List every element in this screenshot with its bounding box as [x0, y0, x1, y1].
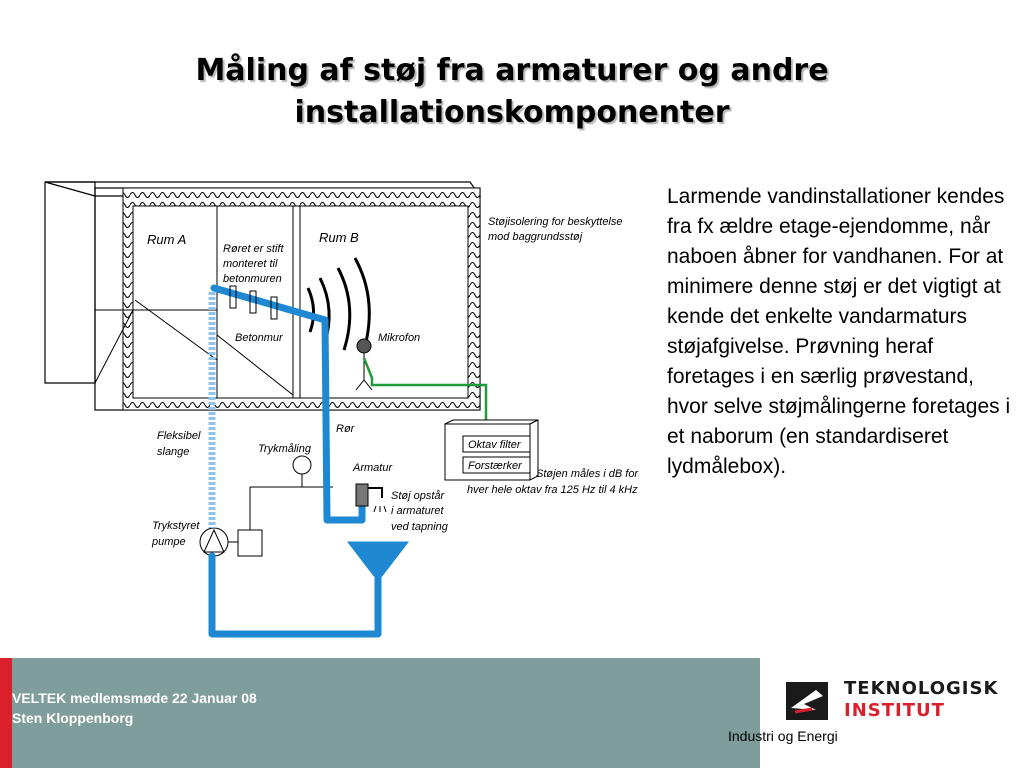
- footer-text: [12, 688, 257, 728]
- logo-line-2: INSTITUT: [844, 700, 945, 721]
- microphone-icon: [356, 339, 372, 390]
- room-b-insulation: [123, 188, 480, 410]
- division-name: Industri og Energi: [728, 728, 838, 744]
- logo-wordmark: [844, 678, 998, 722]
- label-pipe-note-1: Røret er stift: [223, 243, 284, 255]
- label-rum-a: Rum A: [147, 232, 187, 247]
- label-pipe-note-2: monteret til: [223, 258, 278, 270]
- footer-accent-strip: [0, 658, 12, 768]
- label-forstaerker: Forstærker: [468, 460, 522, 472]
- label-ror: Rør: [336, 423, 355, 435]
- label-stoj-3: ved tapning: [391, 521, 448, 533]
- label-armatur: Armatur: [353, 462, 393, 474]
- footer: [0, 658, 1024, 768]
- body-text: Larmende vandinstallationer kendes fra fx ældre etage-ejendomme, når naboen åbner for vandhanen. For at minimere denne støj er det vigtigt at kende det enkelte vandarmaturs støjafgivelse. Prøvning heraf foretages i en særlig prøvestand, hvor selve støjmålingerne foretages i et naborum (en standardiseret lydmålebox).: [667, 185, 1011, 478]
- logo-panel: [760, 658, 1024, 768]
- label-fleksibel-2: slange: [157, 446, 190, 458]
- label-rum-b: Rum B: [319, 230, 359, 245]
- logo-line-1: TEKNOLOGISK: [844, 678, 999, 699]
- label-pipe-note-3: betonmuren: [223, 273, 282, 285]
- footer-line-1: VELTEK medlemsmøde 22 Januar 08: [12, 690, 257, 706]
- label-measure-2: hver hele oktav fra 125 Hz til 4 kHz: [467, 484, 638, 496]
- pump-icon: [200, 474, 333, 556]
- bird-logo-icon: [786, 682, 828, 720]
- pressure-gauge-icon: [293, 456, 311, 474]
- sound-waves: [308, 258, 369, 350]
- label-stoj-2: i armaturet: [391, 505, 444, 517]
- label-measure-1: Støjen måles i dB for: [536, 468, 639, 480]
- label-mikrofon: Mikrofon: [378, 332, 421, 344]
- label-trykmaaling: Trykmåling: [258, 443, 311, 455]
- label-insulation-1: Støjisolering for beskyttelse: [488, 216, 623, 228]
- label-fleksibel-1: Fleksibel: [157, 430, 201, 442]
- label-betonmur: Betonmur: [235, 332, 283, 344]
- building-outline: [45, 182, 480, 410]
- footer-line-2: Sten Kloppenborg: [12, 710, 134, 726]
- label-insulation-2: mod baggrundsstøj: [488, 231, 583, 243]
- title-line-2: installationskomponenter: [294, 95, 730, 130]
- title-line-1: Måling af støj fra armaturer og andre: [195, 53, 829, 88]
- label-oktav-filter: Oktav filter: [468, 439, 521, 451]
- label-pump-1: Trykstyret: [152, 520, 200, 532]
- label-pump-2: pumpe: [152, 536, 186, 548]
- label-stoj-1: Støj opstår: [391, 490, 445, 502]
- funnel-icon: [348, 542, 408, 576]
